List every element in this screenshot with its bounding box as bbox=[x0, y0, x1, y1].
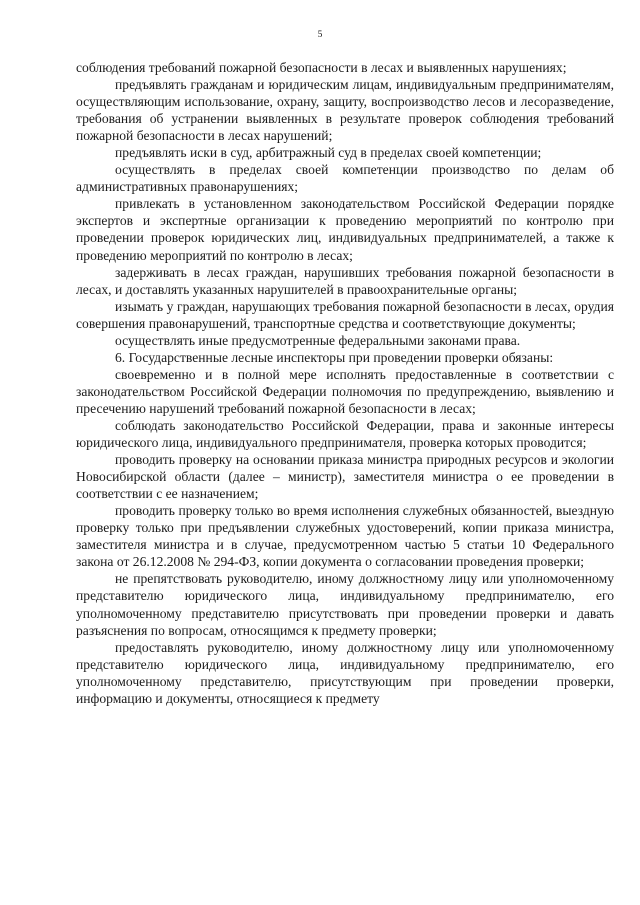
paragraph: не препятствовать руководителю, иному должностному лицу или уполномоченному представителю юридического лица, индивидуальному предпринимателю, его уполномоченному представителю присутствовать при проведении проверки и давать разъяснения по вопросам, относящимся к предмету проверки; bbox=[76, 571, 614, 638]
paragraph: проводить проверку только во время исполнения служебных обязанностей, выездную проверку только при предъявлении служебных удостоверений, копии приказа министра, заместителя министра и в случае, предусмотренном частью 5 статьи 10 Федерального закона от 26.12.2008 № 294-ФЗ, копии документа о согласовании проведения проверки; bbox=[76, 503, 614, 570]
section-heading: 6. Государственные лесные инспекторы при проведении проверки обязаны: bbox=[115, 349, 554, 365]
paragraph: соблюдать законодательство Российской Федерации, права и законные интересы юридического лица, индивидуального предпринимателя, проверка которых проводится; bbox=[76, 417, 614, 451]
paragraph: осуществлять в пределах своей компетенции производство по делам об административных правонарушениях; bbox=[76, 162, 614, 195]
paragraph: изымать у граждан, нарушающих требования пожарной безопасности в лесах, орудия совершения правонарушений, транспортные средства и соответствующие документы; bbox=[76, 298, 614, 331]
paragraph: предоставлять руководителю, иному должностному лицу или уполномоченному представителю юридического лица, индивидуальному предпринимателю, его уполномоченному представителю, присутствующим при проведении проверки, информацию и документы, относящиеся к предмету bbox=[76, 639, 614, 706]
paragraph: задерживать в лесах граждан, нарушивших требования пожарной безопасности в лесах, и доставлять указанных нарушителей в правоохранительные органы; bbox=[76, 264, 614, 297]
paragraph: привлекать в установленном законодательством Российской Федерации порядке экспертов и экспертные организации к проведению мероприятий по контролю при проведении проверок юридических лиц, индивидуальных предпринимателей, а также к проведению мероприятий по контролю в лесах; bbox=[76, 196, 614, 263]
page-number: 5 bbox=[317, 30, 323, 40]
paragraph: своевременно и в полной мере исполнять предоставленные в соответствии с законодательством Российской Федерации полномочия по предупреждению, выявлению и пресечению нарушений требований пожарной безопасности в лесах; bbox=[76, 366, 614, 416]
paragraph: предъявлять иски в суд, арбитражный суд в пределах своей компетенции; bbox=[115, 145, 542, 161]
paragraph: проводить проверку на основании приказа министра природных ресурсов и экологии Новосибирской области (далее – министр), заместителя министра о ее проведении в соответствии с ее назначением; bbox=[76, 452, 614, 502]
paragraph: осуществлять иные предусмотренные федеральными законами права. bbox=[115, 332, 521, 348]
paragraph: предъявлять гражданам и юридическим лицам, индивидуальным предпринимателям, осуществляющим использование, охрану, защиту, воспроизводство лесов и лесоразведение, требования об устранении выявленных в результате проверок соблюдения требований пожарной безопасности в лесах нарушений; bbox=[76, 77, 614, 144]
paragraph: соблюдения требований пожарной безопасности в лесах и выявленных нарушениях; bbox=[76, 60, 567, 75]
document-body bbox=[76, 59, 614, 707]
